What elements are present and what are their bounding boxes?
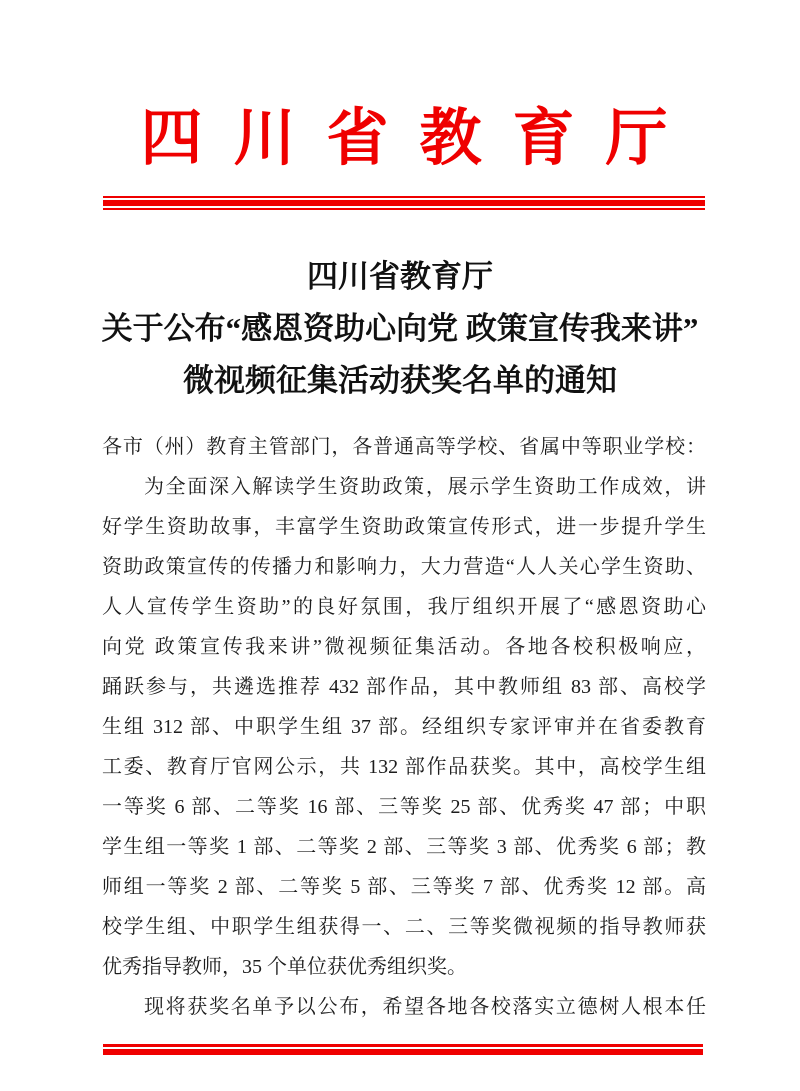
footer-rule-thick-line xyxy=(103,1049,703,1055)
body-line: 各市（州）教育主管部门，各普通高等学校、省属中等职业学校： xyxy=(102,436,706,458)
footer-rule xyxy=(103,1044,703,1055)
body-line: 现将获奖名单予以公布，希望各地各校落实立德树人根本任 xyxy=(144,996,706,1018)
body-line: 资助政策宣传的传播力和影响力，大力营造“人人关心学生资助、 xyxy=(102,556,706,578)
letterhead-rule-thick-line xyxy=(103,200,705,206)
body-line: 师组一等奖 2 部、二等奖 5 部、三等奖 7 部、优秀奖 12 部。高 xyxy=(102,876,706,898)
letterhead-rule xyxy=(103,196,705,210)
body-line: 踊跃参与，共遴选推荐 432 部作品，其中教师组 83 部、高校学 xyxy=(102,676,706,698)
body-line: 优秀指导教师，35 个单位获优秀组织奖。 xyxy=(102,956,467,978)
document-body xyxy=(102,427,706,1027)
document-title xyxy=(0,251,800,407)
body-line: 为全面深入解读学生资助政策，展示学生资助工作成效，讲 xyxy=(144,476,706,498)
body-line: 学生组一等奖 1 部、二等奖 2 部、三等奖 3 部、优秀奖 6 部；教 xyxy=(102,836,706,858)
body-line: 生组 312 部、中职学生组 37 部。经组织专家评审并在省委教育 xyxy=(102,716,706,738)
body-line: 工委、教育厅官网公示，共 132 部作品获奖。其中，高校学生组 xyxy=(102,756,706,778)
letterhead-title: 四川省教育厅 xyxy=(140,105,699,173)
body-line: 好学生资助故事，丰富学生资助政策宣传形式，进一步提升学生 xyxy=(102,516,706,538)
document-title-line-1: 四川省教育厅 xyxy=(307,259,493,294)
body-line: 校学生组、中职学生组获得一、二、三等奖微视频的指导教师获 xyxy=(102,916,706,938)
body-line: 一等奖 6 部、二等奖 16 部、三等奖 25 部、优秀奖 47 部；中职 xyxy=(102,796,706,818)
body-line: 人人宣传学生资助”的良好氛围，我厅组织开展了“感恩资助心 xyxy=(102,596,706,618)
document-title-line-2: 关于公布“感恩资助心向党 政策宣传我来讲” xyxy=(101,311,699,346)
document-title-line-3: 微视频征集活动获奖名单的通知 xyxy=(183,363,617,398)
body-line: 向党 政策宣传我来讲”微视频征集活动。各地各校积极响应， xyxy=(102,636,706,658)
